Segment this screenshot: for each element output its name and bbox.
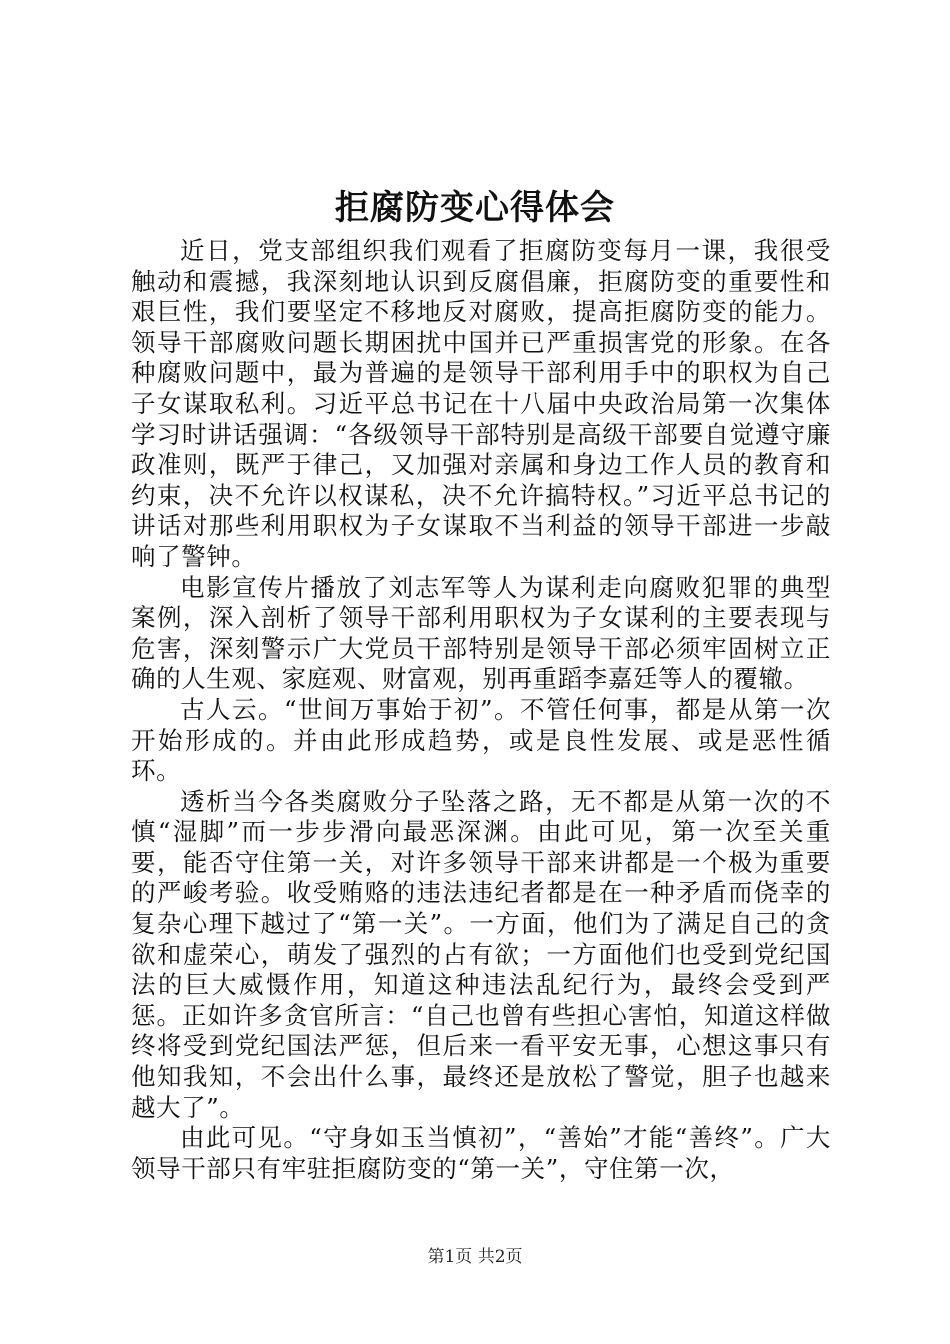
page-number-footer: 第1页 共2页 — [427, 1247, 523, 1267]
paragraph-1: 近日，党支部组织我们观看了拒腐防变每月一课，我很受触动和震撼，我深刻地认识到反腐倡廉，拒腐防变的重要性和艰巨性，我们要坚定不移地反对腐败，提高拒腐防变的能力。领导干部腐败问题长期困扰中国并已严重损害党的形象。在各种腐败问题中，最为普遍的是领导干部利用手中的职权为自己子女谋取私利。习近平总书记在十八届中央政治局第一次集体学习时讲话强调：“各级领导干部特别是高级干部要自觉遵守廉政准则，既严于律己，又加强对亲属和身边工作人员的教育和约束，决不允许以权谋私，决不允许搞特权。”习近平总书记的讲话对那些利用职权为子女谋取不当利益的领导干部进一步敲响了警钟。 — [131, 236, 831, 571]
paragraph-5: 由此可见。“守身如玉当慎初”，“善始”才能“善终”。广大领导干部只有牢驻拒腐防变的“第一关”，守住第一次， — [131, 1123, 831, 1183]
document-body — [131, 236, 831, 1184]
paragraph-3: 古人云。“世间万事始于初”。不管任何事，都是从第一次开始形成的。并由此形成趋势，或是良性发展、或是恶性循环。 — [131, 694, 831, 786]
paragraph-4: 透析当今各类腐败分子坠落之路，无不都是从第一次的不慎“湿脚”而一步步滑向最恶深渊。由此可见，第一次至关重要，能否守住第一关，对许多领导干部来讲都是一个极为重要的严峻考验。收受贿赂的违法违纪者都是在一种矛盾而侥幸的复杂心理下越过了“第一关”。一方面，他们为了满足自己的贪欲和虚荣心，萌发了强烈的占有欲；一方面他们也受到党纪国法的巨大威慑作用，知道这种违法乱纪行为，最终会受到严惩。正如许多贪官所言：“自己也曾有些担心害怕，知道这样做终将受到党纪国法严惩，但后来一看平安无事，心想这事只有他知我知，不会出什么事，最终还是放松了警觉，胆子也越来越大了”。 — [131, 786, 831, 1122]
paragraph-2: 电影宣传片播放了刘志军等人为谋利走向腐败犯罪的典型案例，深入剖析了领导干部利用职权为子女谋利的主要表现与危害，深刻警示广大党员干部特别是领导干部必须牢固树立正确的人生观、家庭观、财富观，别再重蹈李嘉廷等人的覆辙。 — [131, 572, 831, 694]
document-title: 拒腐防变心得体会 — [335, 188, 615, 228]
